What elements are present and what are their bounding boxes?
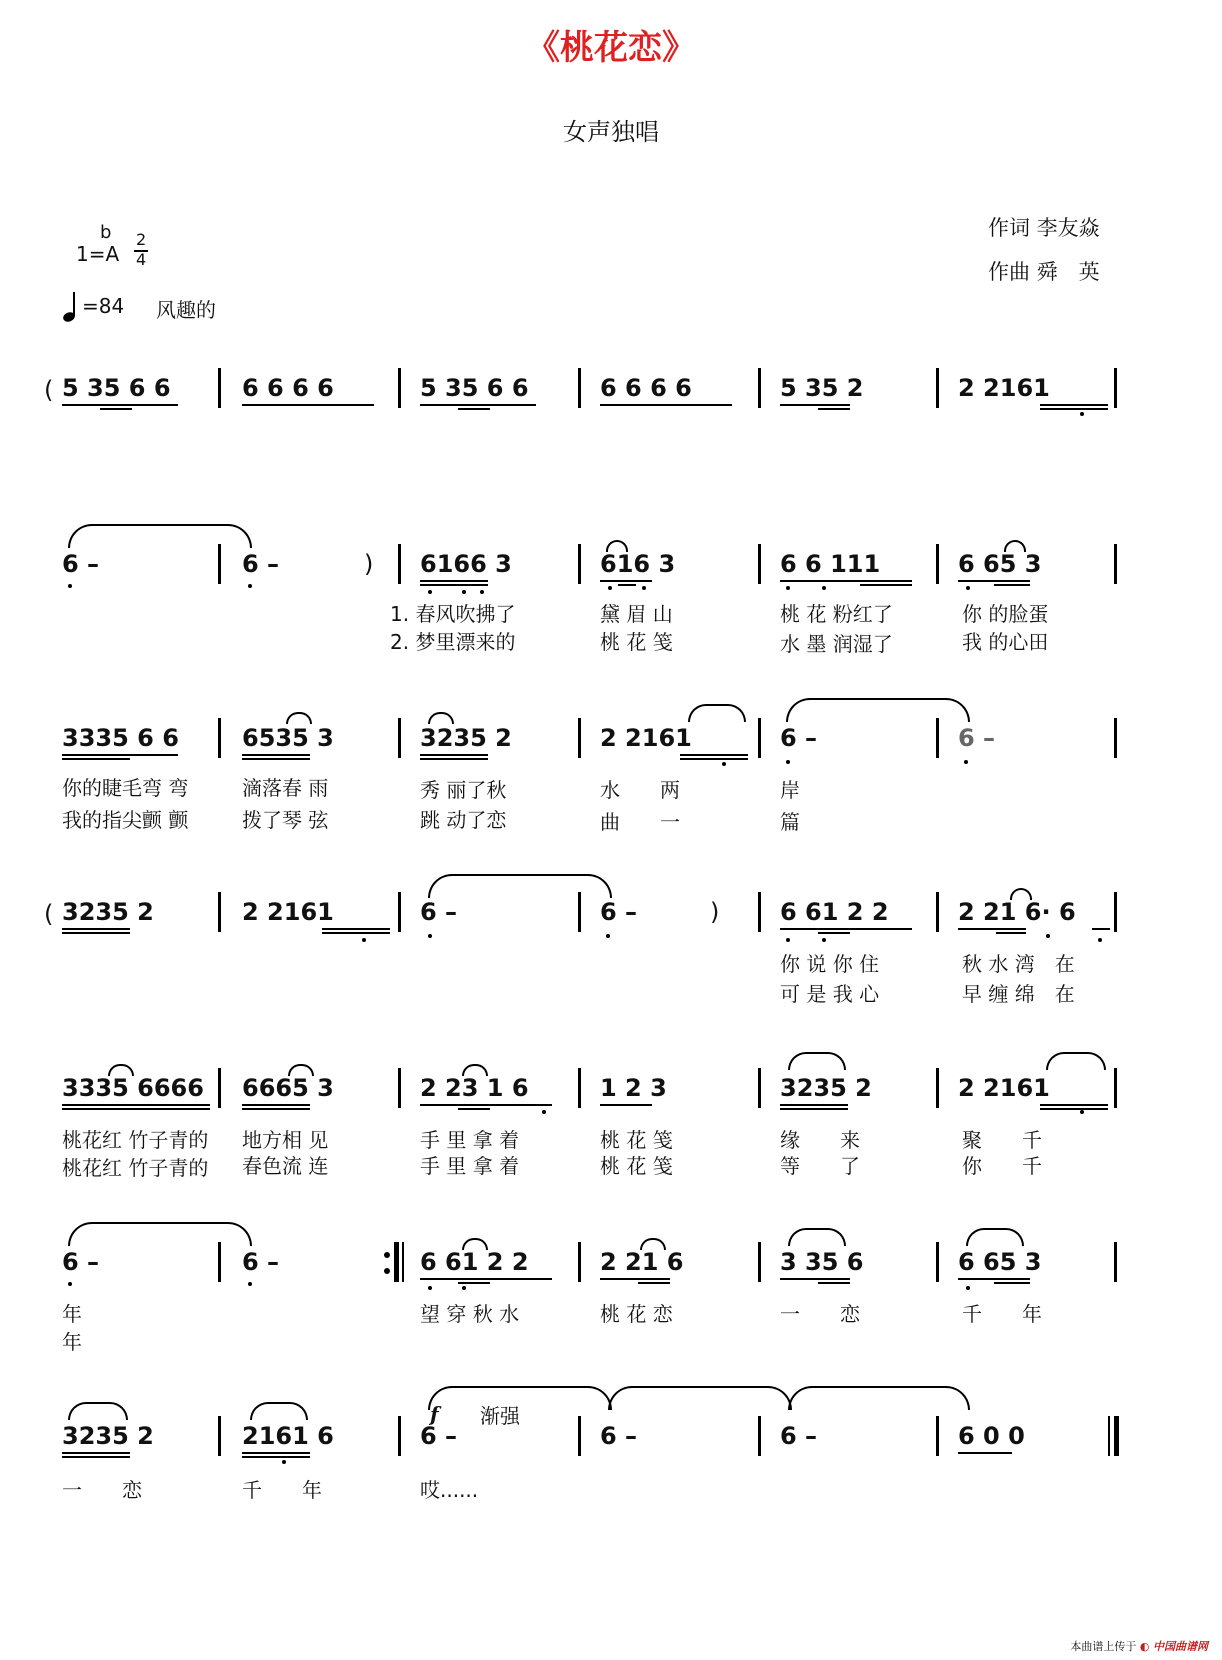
low-octave-dot (606, 934, 610, 938)
low-octave-dot (786, 938, 790, 942)
underline-beam (680, 758, 748, 760)
underline-beam (242, 1108, 310, 1110)
upload-credit (1070, 1638, 1208, 1654)
low-octave-dot (428, 934, 432, 938)
underline-beam (1040, 1104, 1108, 1106)
lyric-v1: 千 年 (242, 1478, 322, 1502)
key-signature: 1=A (76, 242, 120, 266)
measure-5: 5 35 2 (780, 374, 864, 402)
measure-2: 6 6 6 6 (242, 374, 334, 402)
lyric-v1: 桃 花 粉红了 (780, 602, 893, 626)
measure-18: 6 – (958, 724, 996, 752)
underline-beam (818, 408, 850, 410)
bar-line (936, 368, 939, 408)
measure-20: 2 2161 (242, 898, 334, 926)
underline-beam (780, 928, 912, 930)
lyric-v1: 你 说 你 住 (780, 952, 880, 976)
bar-line (936, 544, 939, 584)
lyric-v1: 聚 千 (962, 1128, 1042, 1152)
underline-beam (780, 1278, 850, 1280)
slur-arc (688, 704, 746, 722)
bar-line (218, 892, 221, 932)
bar-line (936, 1242, 939, 1282)
underline-beam (242, 1104, 310, 1106)
underline-beam (62, 1104, 210, 1106)
lyric-v1: 年 (62, 1302, 82, 1326)
bar-line (1114, 1242, 1117, 1282)
tie-arc (68, 1222, 252, 1246)
underline-beam (638, 1282, 670, 1284)
lyric-v1: 桃 花 笺 (600, 1128, 673, 1152)
underline-beam (420, 584, 488, 586)
low-octave-dot (68, 1282, 72, 1286)
bar-line (398, 368, 401, 408)
quarter-note-icon (62, 290, 78, 328)
lyric-v2: 年 (62, 1330, 82, 1354)
bar-line (1114, 892, 1117, 932)
low-octave-dot (1080, 1110, 1084, 1114)
underline-beam (780, 404, 850, 406)
lyric-v1: 水 两 (600, 778, 680, 802)
time-signature-bottom: 4 (136, 250, 147, 269)
low-octave-dot (1046, 934, 1050, 938)
lyric-v1: 千 年 (962, 1302, 1042, 1326)
bar-line (398, 1068, 401, 1108)
underline-beam (322, 932, 390, 934)
lyric-v2: 手 里 拿 着 (420, 1154, 520, 1178)
underline-beam (420, 758, 488, 760)
lyric-v2: 早 缠 绵 在 (962, 982, 1075, 1006)
bar-line (578, 1416, 581, 1456)
slur-arc (286, 712, 312, 724)
lyricist-credit: 作词 李友焱 (988, 216, 1100, 240)
site-logo-icon: ◐ (1139, 1640, 1150, 1653)
underline-beam (958, 928, 1026, 930)
dynamic-forte: f (430, 1402, 439, 1426)
measure-14: 6535 3 (242, 724, 334, 752)
low-octave-dot (68, 584, 72, 588)
underline-beam (62, 1456, 130, 1458)
low-octave-dot (462, 1286, 466, 1290)
low-octave-dot (966, 1286, 970, 1290)
measure-1: 5 35 6 6 (62, 374, 171, 402)
lyric-v1: 1. 春风吹拂了 (390, 602, 516, 626)
bar-line (758, 1068, 761, 1108)
underline-beam (958, 1452, 1012, 1454)
bar-line (218, 1242, 221, 1282)
bar-line (936, 1068, 939, 1108)
underline-beam (242, 754, 310, 756)
underline-beam (680, 754, 748, 756)
low-octave-dot (542, 1110, 546, 1114)
bar-line (218, 1068, 221, 1108)
underline-beam (62, 1452, 130, 1454)
underline-beam (958, 1278, 1030, 1280)
underline-beam (958, 580, 1030, 582)
measure-15: 3235 2 (420, 724, 512, 752)
key-flat-sign: b (100, 222, 112, 243)
bar-line (1114, 368, 1117, 408)
lyric-v1: 桃 花 恋 (600, 1302, 673, 1326)
lyric-v1: 秋 水 湾 在 (962, 952, 1075, 976)
underline-beam (996, 932, 1026, 934)
measure-34: 2 21 6 (600, 1248, 684, 1276)
low-octave-dot (428, 1286, 432, 1290)
tempo-value: =84 (82, 294, 125, 318)
lyric-v1: 桃花红 竹子青的 (62, 1128, 209, 1152)
underline-beam (1040, 404, 1108, 406)
underline-beam (62, 754, 178, 756)
underline-beam (242, 404, 374, 406)
bar-line (398, 1416, 401, 1456)
bar-line (398, 544, 401, 584)
lyric-v1: 岸 (780, 778, 800, 802)
lyric-v2: 篇 (780, 810, 800, 834)
bar-line (398, 718, 401, 758)
low-octave-dot (462, 590, 466, 594)
measure-37: 3235 2 (62, 1422, 154, 1450)
measure-29: 3235 2 (780, 1074, 872, 1102)
tie-arc (788, 1386, 970, 1410)
bar-line (218, 544, 221, 584)
low-octave-dot (642, 586, 646, 590)
bar-line (1114, 718, 1117, 758)
measure-38: 2161 6 (242, 1422, 334, 1450)
measure-40: 6 – (600, 1422, 638, 1450)
bar-line (758, 892, 761, 932)
lyric-v2: 水 墨 润湿了 (780, 632, 893, 656)
tie-arc (786, 698, 970, 722)
upload-credit-text: 本曲谱上传于 (1070, 1640, 1137, 1653)
low-octave-dot (480, 590, 484, 594)
lyric-v2: 等 了 (780, 1154, 860, 1178)
bar-line (936, 718, 939, 758)
slur-arc (1046, 1052, 1106, 1070)
underline-beam (62, 928, 130, 930)
low-octave-dot (722, 762, 726, 766)
close-paren: ) (364, 550, 374, 578)
underline-beam (860, 584, 912, 586)
underline-beam (600, 580, 652, 582)
lyric-v2: 春色流 连 (242, 1154, 329, 1178)
lyric-v2: 你 千 (962, 1154, 1042, 1178)
underline-beam (600, 1278, 670, 1280)
low-octave-dot (966, 586, 970, 590)
repeat-dot (384, 1268, 390, 1274)
underline-beam (1092, 928, 1110, 930)
measure-13: 3335 6 6 (62, 724, 179, 752)
measure-28: 1 2 3 (600, 1074, 667, 1102)
underline-beam (420, 754, 488, 756)
measure-10: 616 3 (600, 550, 676, 578)
underline-beam (242, 1452, 310, 1454)
measure-16: 2 2161 (600, 724, 692, 752)
measure-36: 6 65 3 (958, 1248, 1042, 1276)
measure-17: 6 – (780, 724, 818, 752)
lyric-v1: 哎...... (420, 1478, 479, 1502)
underline-beam (62, 758, 130, 760)
underline-beam (994, 1282, 1030, 1284)
tie-arc (608, 1386, 792, 1410)
site-brand[interactable]: 中国曲谱网 (1153, 1640, 1208, 1653)
tie-arc (428, 874, 612, 898)
bar-line (218, 368, 221, 408)
slur-arc (68, 1402, 128, 1420)
repeat-bar-thick (394, 1242, 399, 1282)
underline-beam (780, 1108, 848, 1110)
lyric-v1: 你的睫毛弯 弯 (62, 776, 189, 800)
underline-beam (420, 1104, 552, 1106)
underline-beam (242, 1456, 310, 1458)
lyric-v1: 你 的脸蛋 (962, 602, 1049, 626)
composer-credit: 作曲 舜 英 (988, 260, 1100, 284)
measure-19: 3235 2 (62, 898, 154, 926)
low-octave-dot (608, 586, 612, 590)
measure-39: 6 – (420, 1422, 458, 1450)
measure-4: 6 6 6 6 (600, 374, 692, 402)
lyric-v1: 黛 眉 山 (600, 602, 673, 626)
bar-line (758, 368, 761, 408)
measure-31: 6 – (62, 1248, 100, 1276)
underline-beam (780, 580, 912, 582)
underline-beam (1040, 408, 1108, 410)
song-title: 《桃花恋》 (526, 28, 696, 68)
measure-30: 2 2161 (958, 1074, 1050, 1102)
measure-3: 5 35 6 6 (420, 374, 529, 402)
low-octave-dot (248, 584, 252, 588)
underline-beam (420, 1278, 552, 1280)
underline-beam (458, 408, 490, 410)
measure-32: 6 – (242, 1248, 280, 1276)
underline-beam (322, 928, 390, 930)
repeat-bar-thin (402, 1242, 404, 1282)
slur-arc (966, 1228, 1024, 1246)
measure-26: 6665 3 (242, 1074, 334, 1102)
bar-line (758, 718, 761, 758)
bar-line (218, 718, 221, 758)
slur-arc (250, 1402, 308, 1420)
bar-line (578, 718, 581, 758)
tie-arc (68, 524, 252, 548)
low-octave-dot (822, 938, 826, 942)
close-paren: ) (710, 898, 720, 926)
underline-beam (458, 1108, 490, 1110)
low-octave-dot (362, 938, 366, 942)
low-octave-dot (1080, 412, 1084, 416)
lyric-v2: 我 的心田 (962, 630, 1049, 654)
underline-beam (618, 584, 636, 586)
open-paren: ( (44, 900, 54, 928)
measure-42: 6 0 0 (958, 1422, 1025, 1450)
lyric-v2: 拨了琴 弦 (242, 808, 329, 832)
low-octave-dot (1098, 938, 1102, 942)
underline-beam (780, 1104, 848, 1106)
slur-arc (428, 712, 454, 724)
lyric-v2: 跳 动了恋 (420, 808, 507, 832)
lyric-v2: 我的指尖颤 颤 (62, 808, 189, 832)
measure-11: 6 6 111 (780, 550, 881, 578)
low-octave-dot (964, 760, 968, 764)
underline-beam (62, 1108, 210, 1110)
lyric-v1: 一 恋 (780, 1302, 860, 1326)
time-signature-top: 2 (136, 230, 147, 249)
lyric-v1: 缘 来 (780, 1128, 860, 1152)
low-octave-dot (786, 586, 790, 590)
underline-beam (62, 404, 178, 406)
lyric-v2: 桃 花 笺 (600, 630, 673, 654)
underline-beam (994, 584, 1030, 586)
lyric-v2: 桃花红 竹子青的 (62, 1156, 209, 1180)
bar-line (578, 544, 581, 584)
underline-beam (420, 580, 488, 582)
open-paren: ( (44, 376, 54, 404)
low-octave-dot (248, 1282, 252, 1286)
underline-beam (420, 404, 536, 406)
measure-6: 2 2161 (958, 374, 1050, 402)
underline-beam (1040, 1108, 1108, 1110)
underline-beam (600, 1104, 652, 1106)
tempo-mood: 风趣的 (156, 298, 216, 322)
bar-line (578, 1068, 581, 1108)
slur-arc (788, 1052, 846, 1070)
final-bar-thin (1108, 1416, 1110, 1456)
bar-line (578, 1242, 581, 1282)
measure-35: 3 35 6 (780, 1248, 864, 1276)
underline-beam (458, 1282, 490, 1284)
underline-beam (818, 1282, 850, 1284)
measure-25: 3335 6666 (62, 1074, 204, 1102)
lyric-v1: 望 穿 秋 水 (420, 1302, 520, 1326)
measure-27: 2 23 1 6 (420, 1074, 529, 1102)
bar-line (936, 1416, 939, 1456)
lyric-v1: 地方相 见 (242, 1128, 329, 1152)
lyric-v1: 滴落春 雨 (242, 776, 329, 800)
bar-line (578, 892, 581, 932)
underline-beam (818, 932, 850, 934)
measure-21: 6 – (420, 898, 458, 926)
measure-12: 6 65 3 (958, 550, 1042, 578)
bar-line (758, 1416, 761, 1456)
bar-line (1114, 1068, 1117, 1108)
tie-arc (428, 1386, 612, 1410)
lyric-v1: 秀 丽了秋 (420, 778, 507, 802)
bar-line (578, 368, 581, 408)
final-bar-thick (1114, 1416, 1119, 1456)
bar-line (758, 1242, 761, 1282)
measure-24: 2 21 6· 6 (958, 898, 1076, 926)
lyric-v1: 手 里 拿 着 (420, 1128, 520, 1152)
slur-arc (788, 1228, 846, 1246)
measure-8: 6 – (242, 550, 280, 578)
lyric-v2: 可 是 我 心 (780, 982, 880, 1006)
measure-7: 6 – (62, 550, 100, 578)
song-subtitle: 女声独唱 (563, 118, 659, 146)
measure-23: 6 61 2 2 (780, 898, 889, 926)
crescendo-marking: 渐强 (480, 1404, 520, 1428)
lyric-v2: 桃 花 笺 (600, 1154, 673, 1178)
bar-line (218, 1416, 221, 1456)
underline-beam (100, 408, 132, 410)
low-octave-dot (786, 760, 790, 764)
bar-line (1114, 544, 1117, 584)
lyric-v1: 一 恋 (62, 1478, 142, 1502)
underline-beam (242, 758, 310, 760)
underline-beam (600, 404, 732, 406)
bar-line (398, 892, 401, 932)
low-octave-dot (822, 586, 826, 590)
underline-beam (62, 932, 130, 934)
measure-33: 6 61 2 2 (420, 1248, 529, 1276)
low-octave-dot (282, 1460, 286, 1464)
measure-41: 6 – (780, 1422, 818, 1450)
repeat-dot (384, 1252, 390, 1258)
low-octave-dot (428, 590, 432, 594)
lyric-v2: 2. 梦里漂来的 (390, 630, 516, 654)
bar-line (936, 892, 939, 932)
bar-line (758, 544, 761, 584)
lyric-v2: 曲 一 (600, 810, 680, 834)
measure-22: 6 – (600, 898, 638, 926)
measure-9: 6166 3 (420, 550, 512, 578)
